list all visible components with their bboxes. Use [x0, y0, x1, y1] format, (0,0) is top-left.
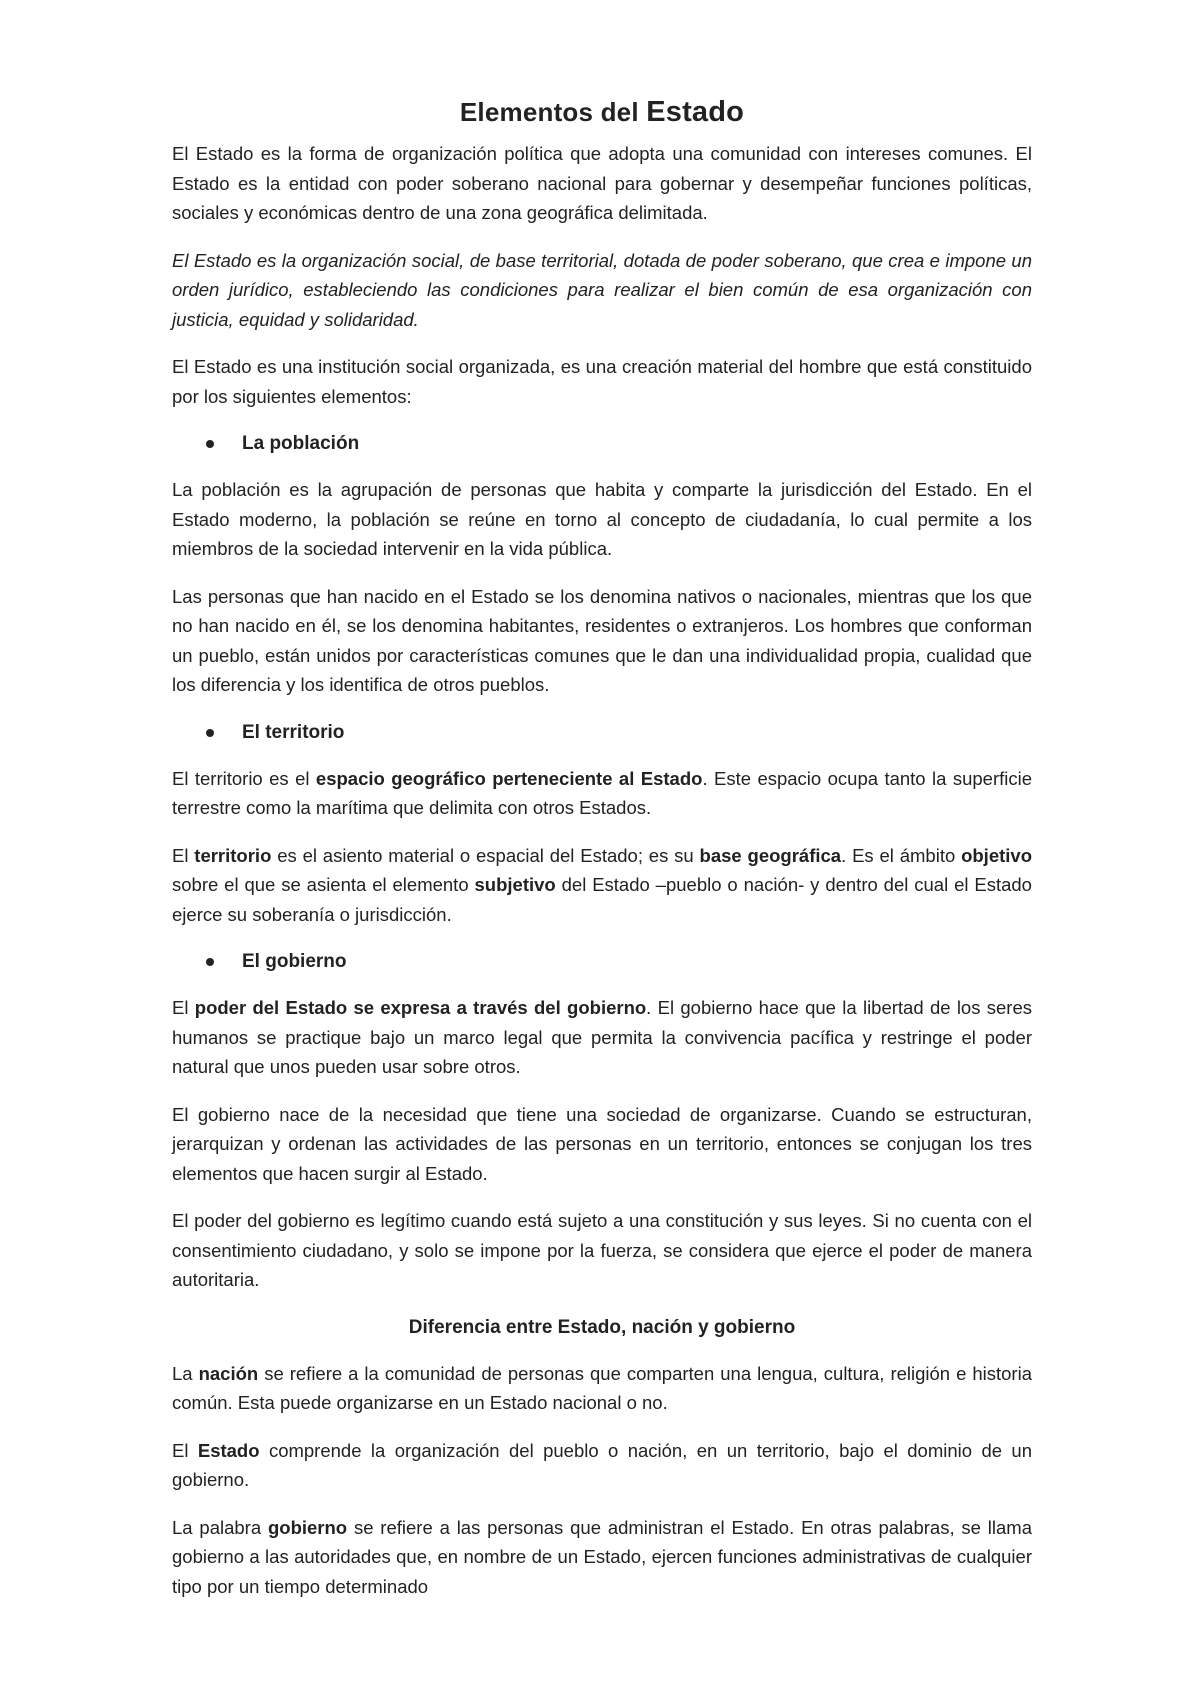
poblacion-paragraph-1: La población es la agrupación de personas que habita y comparte la jurisdicción del Estado. En el Estado moderno, la población se reúne en torno al concepto de ciudadanía, lo cual permite a los miembros de la sociedad intervenir en la vida pública.: [172, 479, 1032, 559]
bold-phrase: poder del Estado se expresa a través del gobierno: [194, 997, 647, 1018]
bullet-poblacion: [206, 429, 1032, 459]
diferencia-heading: Diferencia entre Estado, nación y gobierno: [408, 1316, 796, 1338]
bullet-dot-icon: [206, 440, 214, 448]
bullet-label: El territorio: [242, 721, 345, 743]
title-part-2: Estado: [646, 96, 745, 128]
poblacion-paragraph-2: Las personas que han nacido en el Estado se los denomina nativos o nacionales, mientras que los que no han nacido en él, se los denomina habitantes, residentes o extranjeros. Los hombres que conforman un pueblo, están unidos por características comunes que le dan una individualidad propia, cualidad que los diferencia y los identifica de otros pueblos.: [172, 585, 1032, 695]
bullet-territorio: [206, 718, 1032, 748]
bold-phrase: territorio: [194, 844, 272, 866]
gobierno-paragraph-2: El gobierno nace de la necesidad que tiene una sociedad de organizarse. Cuando se estructuran, jerarquizan y ordenan las actividades de las personas en un territorio, entonces se conjugan los tres elementos que hacen surgir al Estado.: [172, 1103, 1032, 1184]
diferencia-paragraph-2: El Estado comprende la organización del pueblo o nación, en un territorio, bajo el dominio de un gobierno.: [172, 1439, 1032, 1490]
bullet-label: La población: [242, 433, 360, 454]
diferencia-paragraph-3: La palabra gobierno se refiere a las personas que administran el Estado. En otras palabras, se llama gobierno a las autoridades que, en nombre de un Estado, ejercen funciones administrativas de cualquier tipo por un tiempo determinado: [172, 1516, 1033, 1597]
bold-phrase: espacio geográfico perteneciente al Estado: [315, 767, 703, 789]
bold-phrase: nación: [198, 1362, 259, 1384]
bullet-gobierno: [206, 947, 1032, 977]
bold-phrase: Estado: [197, 1439, 260, 1461]
bold-phrase: base geográfica: [699, 844, 842, 866]
intro-paragraph-1: El Estado es la forma de organización política que adopta una comunidad con intereses comunes. El Estado es la entidad con poder soberano nacional para gobernar y desempeñar funciones políticas, sociales y económicas dentro de una zona geográfica delimitada.: [172, 143, 1032, 223]
title-part-1: Elementos del: [459, 97, 647, 127]
bullet-dot-icon: [206, 958, 214, 966]
intro-paragraph-3: El Estado es una institución social organizada, es una creación material del hombre que está constituido por los siguientes elementos:: [172, 356, 1032, 407]
bullet-dot-icon: [206, 729, 214, 737]
gobierno-paragraph-1: El poder del Estado se expresa a través del gobierno. El gobierno hace que la libertad de los seres humanos se practique bajo un marco legal que permita la convivencia pacífica y restringe el poder natural que unos pueden usar sobre otros.: [172, 997, 1033, 1077]
bold-phrase: objetivo: [961, 844, 1032, 866]
territorio-paragraph-2: El territorio es el asiento material o espacial del Estado; es su base geográfica. Es el ámbito objetivo sobre el que se asienta el elemento subjetivo del Estado –pueblo o nación- y dentro del cual el Estado ejerce su soberanía o jurisdicción.: [172, 844, 1032, 925]
bold-phrase: gobierno: [267, 1516, 348, 1538]
intro-paragraph-2: El Estado es la organización social, de base territorial, dotada de poder soberano, que crea e impone un orden jurídico, estableciendo las condiciones para realizar el bien común de esa organización con justicia, equidad y solidaridad.: [172, 249, 1032, 330]
gobierno-paragraph-3: El poder del gobierno es legítimo cuando está sujeto a una constitución y sus leyes. Si no cuenta con el consentimiento ciudadano, y solo se impone por la fuerza, se considera que ejerce el poder de manera autoritaria.: [172, 1210, 1032, 1290]
territorio-paragraph-1: El territorio es el espacio geográfico perteneciente al Estado. Este espacio ocupa tanto la superficie terrestre como la marítima que delimita con otros Estados.: [172, 767, 1033, 818]
document-title: [172, 96, 1032, 129]
bold-phrase: subjetivo: [474, 874, 556, 895]
diferencia-paragraph-1: La nación se refiere a la comunidad de personas que comparten una lengua, cultura, religión e historia común. Esta puede organizarse en un Estado nacional o no.: [172, 1362, 1032, 1413]
bullet-label: El gobierno: [242, 951, 347, 972]
